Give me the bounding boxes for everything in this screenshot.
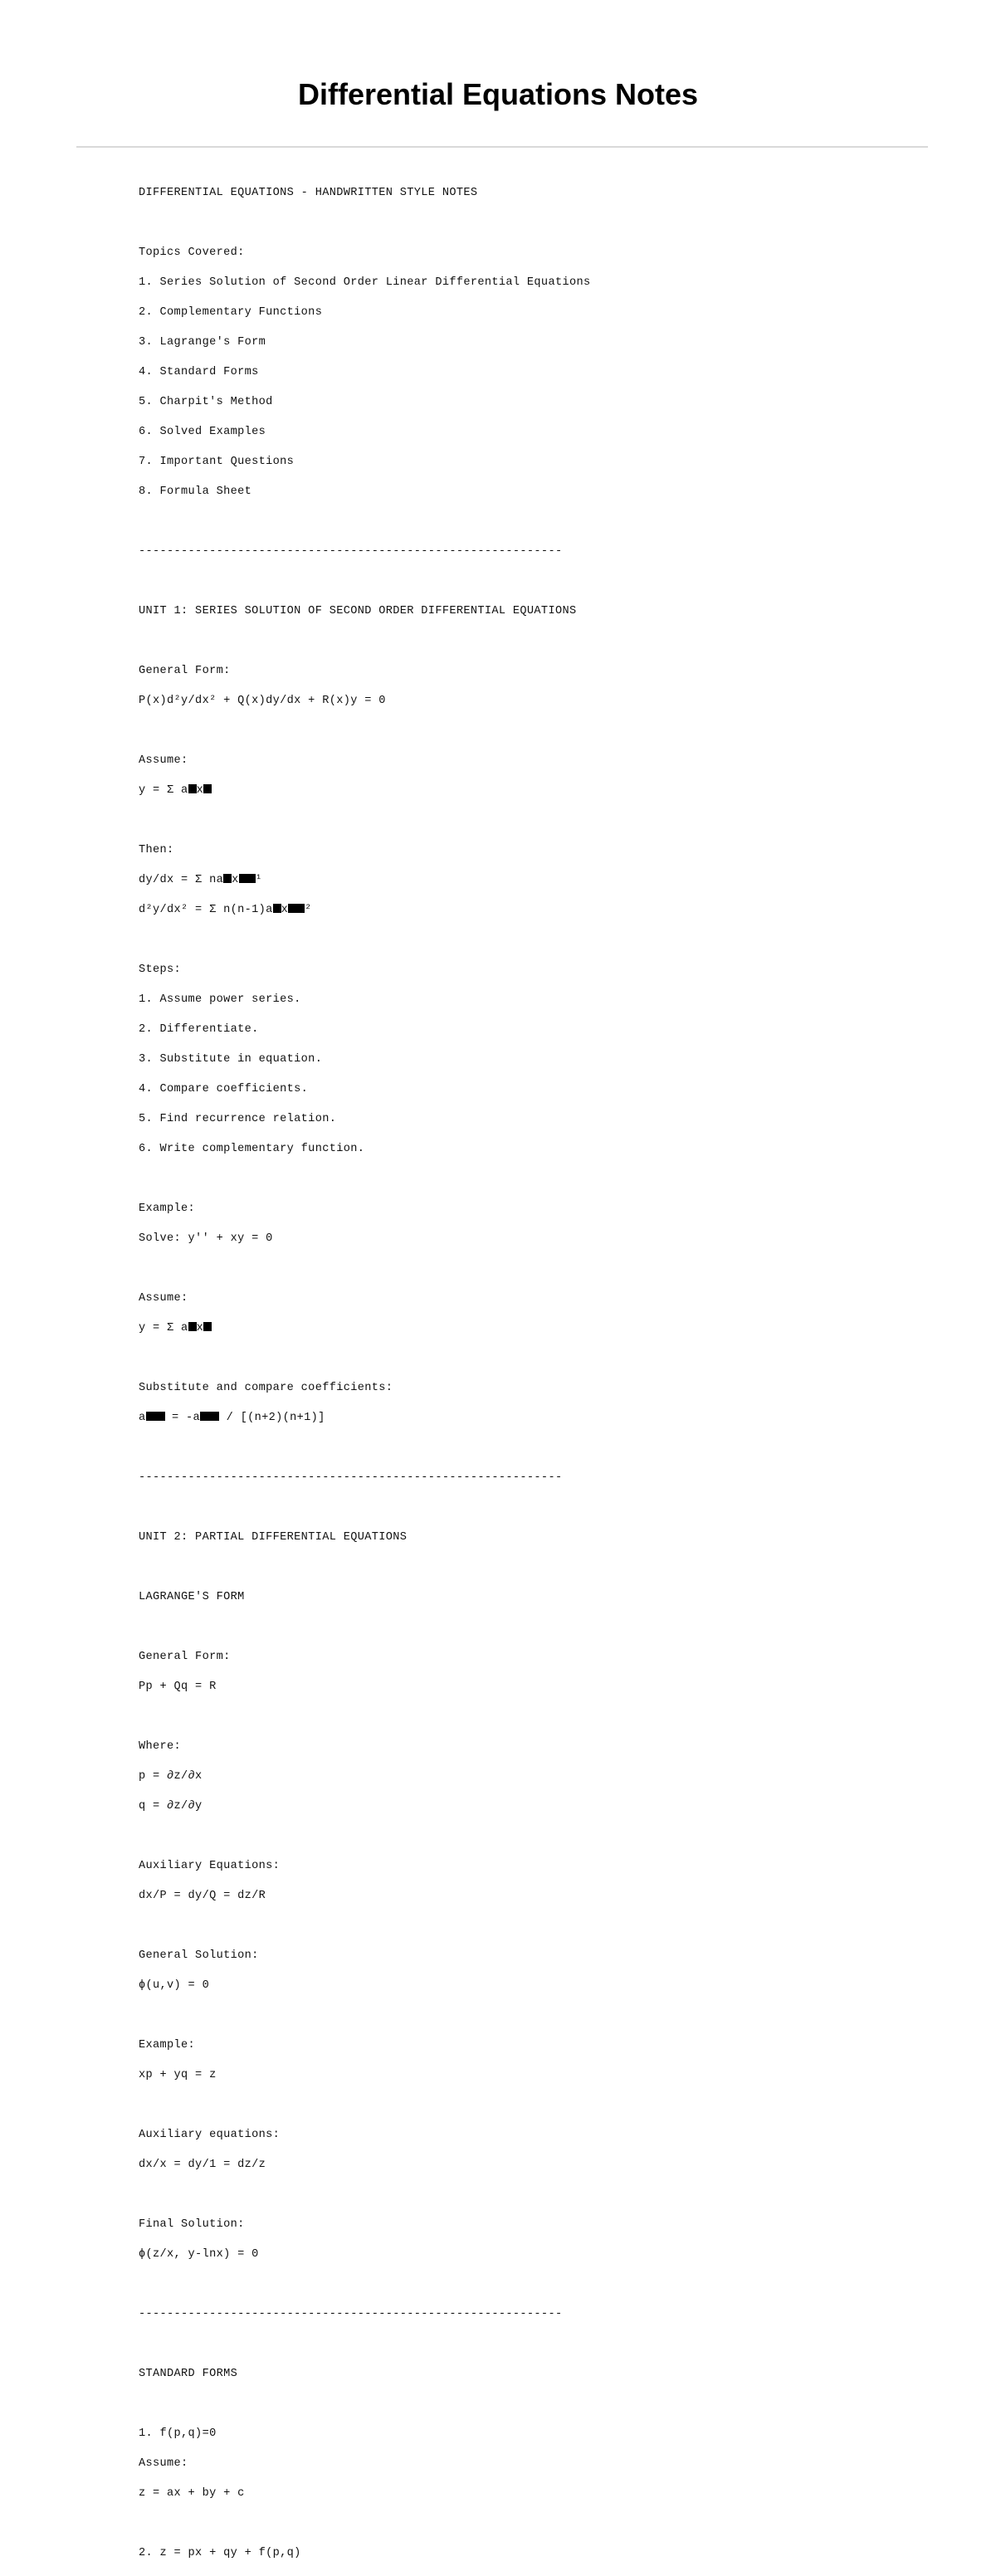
topic-item: 8. Formula Sheet <box>139 485 252 498</box>
missing-glyph-box <box>239 874 256 883</box>
unit1-title: UNIT 1: SERIES SOLUTION OF SECOND ORDER DIFFERENTIAL EQUATIONS <box>139 605 577 617</box>
topics-label: Topics Covered: <box>139 246 245 259</box>
unit2-aux-label: Auxiliary Equations: <box>139 1860 281 1872</box>
unit1-general-form: P(x)d²y/dx² + Q(x)dy/dx + R(x)y = 0 <box>139 695 386 707</box>
step-item: 3. Substitute in equation. <box>139 1053 323 1066</box>
section-separator: ------------------------------------------------------------ <box>139 545 563 558</box>
page-title: Differential Equations Notes <box>297 77 699 111</box>
standard-form-1-assume-label: Assume: <box>139 2457 188 2470</box>
topic-item: 1. Series Solution of Second Order Linear Differential Equations <box>139 276 591 289</box>
missing-glyph-box <box>146 1412 165 1421</box>
title-divider <box>76 146 928 148</box>
topic-item: 4. Standard Forms <box>139 366 259 378</box>
missing-glyph-box <box>288 904 305 913</box>
unit1-substitute-label: Substitute and compare coefficients: <box>139 1382 393 1394</box>
unit2-general-form: Pp + Qq = R <box>139 1681 217 1693</box>
unit1-assume2-label: Assume: <box>139 1292 188 1305</box>
missing-glyph-box <box>188 1322 197 1331</box>
unit2-aux-eq: dx/x = dy/1 = dz/z <box>139 2159 266 2171</box>
unit1-assume-label: Assume: <box>139 754 188 767</box>
topic-item: 2. Complementary Functions <box>139 306 323 319</box>
step-item: 4. Compare coefficients. <box>139 1083 309 1095</box>
unit1-recurrence: a = -a / [(n+2)(n+1)] <box>139 1412 325 1424</box>
lagrange-title: LAGRANGE'S FORM <box>139 1591 245 1603</box>
unit2-general-solution: ϕ(u,v) = 0 <box>139 1979 210 1992</box>
missing-glyph-box <box>203 1322 212 1331</box>
unit1-general-form-label: General Form: <box>139 665 231 677</box>
notes-heading: DIFFERENTIAL EQUATIONS - HANDWRITTEN STYLE NOTES <box>139 187 478 199</box>
step-item: 6. Write complementary function. <box>139 1143 365 1155</box>
unit2-general-form-label: General Form: <box>139 1651 231 1663</box>
standard-form-2: 2. z = px + qy + f(p,q) <box>139 2547 301 2559</box>
standard-forms-title: STANDARD FORMS <box>139 2368 238 2380</box>
topic-item: 5. Charpit's Method <box>139 396 273 408</box>
topic-item: 7. Important Questions <box>139 456 295 468</box>
unit2-example-label: Example: <box>139 2039 196 2052</box>
unit1-example-label: Example: <box>139 1203 196 1215</box>
step-item: 2. Differentiate. <box>139 1023 259 1036</box>
unit1-then-label: Then: <box>139 844 174 856</box>
unit1-assume-formula: y = Σ a x <box>139 783 590 798</box>
unit2-final: ϕ(z/x, y-lnx) = 0 <box>139 2248 259 2261</box>
missing-glyph-box <box>200 1412 219 1421</box>
step-item: 1. Assume power series. <box>139 993 301 1006</box>
unit1-assume2-formula: y = Σ a x <box>139 1321 590 1336</box>
missing-glyph-box <box>223 874 232 883</box>
missing-glyph-box <box>273 904 281 913</box>
notes-body <box>139 171 590 2576</box>
topic-item: 3. Lagrange's Form <box>139 336 266 349</box>
missing-glyph-box <box>203 784 212 793</box>
topic-item: 6. Solved Examples <box>139 426 266 438</box>
standard-form-1: 1. f(p,q)=0 <box>139 2427 217 2440</box>
unit2-aux: dx/P = dy/Q = dz/R <box>139 1890 266 1902</box>
unit2-where-q: q = ∂z/∂y <box>139 1800 203 1812</box>
standard-form-1-assume: z = ax + by + c <box>139 2487 245 2500</box>
unit2-where-label: Where: <box>139 1740 182 1753</box>
missing-glyph-box <box>188 784 197 793</box>
unit2-general-solution-label: General Solution: <box>139 1949 259 1962</box>
step-item: 5. Find recurrence relation. <box>139 1113 337 1125</box>
unit1-first-derivative: dy/dx = Σ na x ¹ <box>139 874 263 886</box>
unit1-steps-label: Steps: <box>139 964 182 976</box>
unit1-second-derivative: d²y/dx² = Σ n(n-1)a x ² <box>139 904 312 916</box>
unit2-example: xp + yq = z <box>139 2069 217 2081</box>
section-separator: ------------------------------------------------------------ <box>139 1471 563 1484</box>
unit1-example: Solve: y'' + xy = 0 <box>139 1232 273 1245</box>
unit2-where-p: p = ∂z/∂x <box>139 1770 203 1783</box>
section-separator: ------------------------------------------------------------ <box>139 2308 563 2320</box>
unit2-final-label: Final Solution: <box>139 2218 245 2231</box>
unit2-aux-eq-label: Auxiliary equations: <box>139 2129 281 2141</box>
unit2-title: UNIT 2: PARTIAL DIFFERENTIAL EQUATIONS <box>139 1531 408 1544</box>
